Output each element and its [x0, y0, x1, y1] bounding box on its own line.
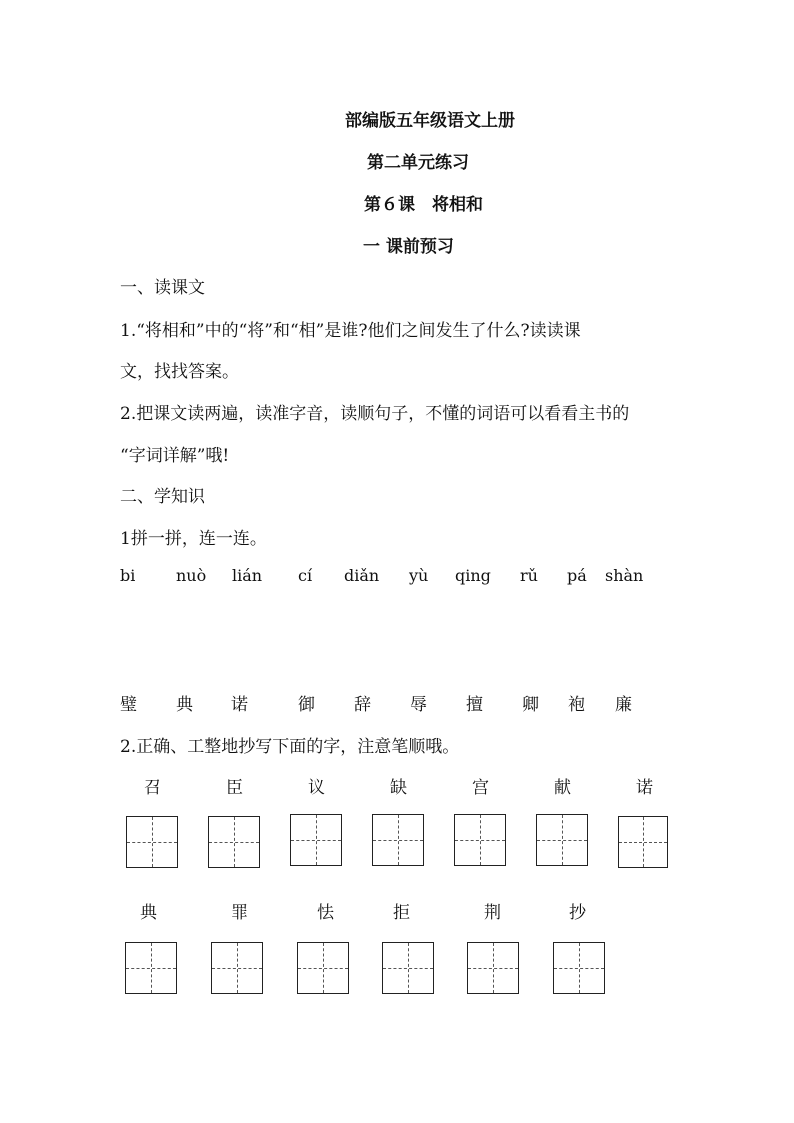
pinyin-item: yù [409, 566, 429, 585]
part1-heading: 一、读课文 [120, 278, 205, 298]
copy-character: 宫 [472, 778, 489, 798]
writing-grid[interactable] [126, 816, 178, 868]
writing-grid[interactable] [536, 814, 588, 866]
copy-character: 诺 [636, 778, 653, 798]
unit-title: 第二单元练习 [367, 153, 469, 173]
book-title: 部编版五年级语文上册 [345, 111, 515, 131]
match-character: 卿 [522, 695, 539, 715]
writing-grid[interactable] [125, 942, 177, 994]
writing-grid[interactable] [208, 816, 260, 868]
writing-grid[interactable] [297, 942, 349, 994]
writing-grid[interactable] [454, 814, 506, 866]
pinyin-item: shàn [605, 566, 644, 585]
match-character: 御 [298, 695, 315, 715]
pinyin-item: bi [120, 566, 136, 585]
match-character: 袍 [568, 695, 585, 715]
copy-character: 抄 [569, 903, 586, 923]
question-1-line-1: 1.“将相和”中的“将”和“相”是谁?他们之间发生了什么?读读课 [120, 321, 581, 341]
match-character: 诺 [231, 695, 248, 715]
pinyin-item: pá [567, 566, 587, 585]
part2-heading: 二、学知识 [120, 487, 205, 507]
copy-character: 怯 [317, 903, 334, 923]
copy-character: 献 [554, 778, 571, 798]
match-character: 辞 [354, 695, 371, 715]
pinyin-item: rǔ [520, 566, 538, 585]
match-character: 擅 [466, 695, 483, 715]
writing-grid[interactable] [290, 814, 342, 866]
copy-character: 典 [140, 903, 157, 923]
pinyin-item: cí [298, 566, 313, 585]
copy-character: 召 [144, 778, 161, 798]
match-character: 辱 [410, 695, 427, 715]
pinyin-item: diǎn [344, 566, 380, 585]
writing-grid[interactable] [372, 814, 424, 866]
writing-grid[interactable] [467, 942, 519, 994]
copy-character: 荆 [484, 903, 501, 923]
writing-grid[interactable] [382, 942, 434, 994]
writing-grid[interactable] [553, 942, 605, 994]
match-character: 典 [176, 695, 193, 715]
writing-grid[interactable] [618, 816, 668, 868]
copy-character: 缺 [390, 778, 407, 798]
question-2-line-2: “字词详解”哦! [120, 446, 230, 466]
copy-character: 拒 [393, 903, 410, 923]
pinyin-item: lián [232, 566, 263, 585]
copy-character: 臣 [226, 778, 243, 798]
section-title: 一 课前预习 [363, 237, 454, 257]
lesson-title: 第６课 将相和 [364, 195, 483, 215]
pinyin-item: qing [455, 566, 491, 585]
copy-instruction: 2.正确、工整地抄写下面的字，注意笔顺哦。 [120, 737, 460, 757]
copy-character: 议 [308, 778, 325, 798]
match-character: 廉 [615, 695, 632, 715]
match-character: 璧 [120, 695, 137, 715]
question-2-line-1: 2.把课文读两遍，读准字音，读顺句子，不懂的词语可以看看主书的 [120, 404, 630, 424]
writing-grid[interactable] [211, 942, 263, 994]
pinyin-instruction: 1拼一拼，连一连。 [120, 529, 267, 549]
question-1-line-2: 文，找找答案。 [120, 362, 239, 382]
copy-character: 罪 [231, 903, 248, 923]
pinyin-item: nuò [176, 566, 207, 585]
